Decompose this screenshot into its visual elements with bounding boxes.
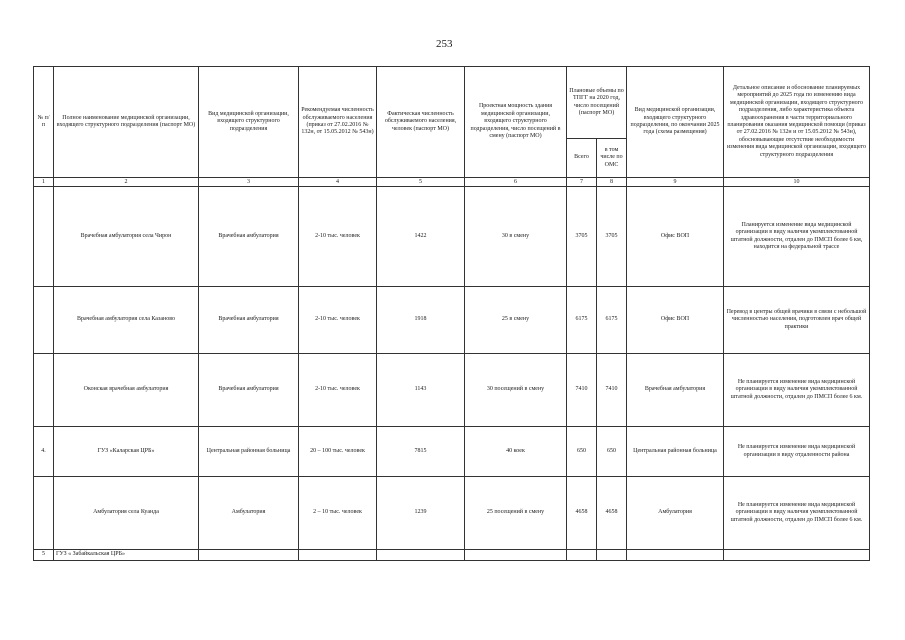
row-oms: 650 (597, 427, 627, 477)
row-type: Центральная районная больница (199, 427, 299, 477)
header-planned-volumes: Плановые объемы по ТПГГ на 2020 год, число посещений (паспорт МО) (567, 67, 627, 139)
row-type: Врачебная амбулатория (199, 287, 299, 354)
header-description: Детальное описание и обоснование планируемых мероприятий до 2025 года по изменению вида медицинской организации, входящего структурного подразделения, либо характеристика объекта здравоохранения в части территориального планирования оказания медицинской помощи (приказ от 27.02.2016 № 132н и от 15.05.2012 № 543н), обосновывающие отсутствие необходимости изменения вида медицинской организации, входящего структурного подразделения (724, 67, 870, 178)
row-name: Врачебная амбулатория села Чирон (54, 187, 199, 287)
row-recommended: 2-10 тыс. человек (299, 354, 377, 427)
row-name: Амбулатория села Куанда (54, 477, 199, 550)
row-recommended: 2 – 10 тыс. человек (299, 477, 377, 550)
column-number: 8 (597, 178, 627, 187)
row-oms: 7410 (597, 354, 627, 427)
row-capacity: 25 посещений в смену (465, 477, 567, 550)
row-num (34, 287, 54, 354)
row-name: ГУЗ « Забайкальская ЦРБ» (54, 550, 199, 561)
column-number: 1 (34, 178, 54, 187)
row-num (34, 477, 54, 550)
column-number: 3 (199, 178, 299, 187)
column-number: 10 (724, 178, 870, 187)
row-total: 7410 (567, 354, 597, 427)
row-recommended: 20 – 100 тыс. человек (299, 427, 377, 477)
column-number: 4 (299, 178, 377, 187)
row-recommended (299, 550, 377, 561)
row-type-2025: Амбулатория (627, 477, 724, 550)
row-description: Перевод в центры общей врачики в связи с небольшой численностью населения, подготовлен врач общей практики (724, 287, 870, 354)
row-actual: 1239 (377, 477, 465, 550)
row-actual: 1143 (377, 354, 465, 427)
row-type: Врачебная амбулатория (199, 354, 299, 427)
row-type: Амбулатория (199, 477, 299, 550)
row-description (724, 550, 870, 561)
row-recommended: 2-10 тыс. человек (299, 187, 377, 287)
row-name: Оконская врачебная амбулатория (54, 354, 199, 427)
row-type-2025: Центральная районная больница (627, 427, 724, 477)
table-row (34, 477, 870, 550)
row-actual (377, 550, 465, 561)
row-total: 4658 (567, 477, 597, 550)
row-oms: 3705 (597, 187, 627, 287)
row-capacity: 30 в смену (465, 187, 567, 287)
header-name: Полное наименование медицинской организации, входящего структурного подразделения (паспорт МО) (54, 67, 199, 178)
row-capacity (465, 550, 567, 561)
page-number: 253 (436, 38, 453, 50)
column-number: 2 (54, 178, 199, 187)
table-row (34, 287, 870, 354)
row-name: Врачебная амбулатория села Казаново (54, 287, 199, 354)
row-actual: 1918 (377, 287, 465, 354)
row-type-2025 (627, 550, 724, 561)
row-capacity: 40 коек (465, 427, 567, 477)
row-oms (597, 550, 627, 561)
header-oms: в том числе по ОМС (597, 139, 627, 178)
row-type-2025: Врачебная амбулатория (627, 354, 724, 427)
column-number: 5 (377, 178, 465, 187)
row-oms: 6175 (597, 287, 627, 354)
row-recommended: 2-10 тыс. человек (299, 287, 377, 354)
header-capacity: Проектная мощность здания медицинской организации, входящего структурного подразделения, число посещений в смену (паспорт МО) (465, 67, 567, 178)
row-actual: 1422 (377, 187, 465, 287)
row-oms: 4658 (597, 477, 627, 550)
row-type (199, 550, 299, 561)
table-row (34, 354, 870, 427)
row-description: Не планируется изменение вида медицинской организации в виду наличия укомплектованной штатной должности, отдален до ПМСП более 6 км. (724, 477, 870, 550)
row-num (34, 354, 54, 427)
row-capacity: 25 в смену (465, 287, 567, 354)
row-description: Не планируется изменение вида медицинской организации в виду отдаленности района (724, 427, 870, 477)
row-total: 6175 (567, 287, 597, 354)
row-total: 3705 (567, 187, 597, 287)
row-type-2025: Офис ВОП (627, 287, 724, 354)
row-type: Врачебная амбулатория (199, 187, 299, 287)
header-type-2025: Вид медицинской организации, входящего структурного подразделения, по окончании 2025 года (схема размещения) (627, 67, 724, 178)
header-num: № п/п (34, 67, 54, 178)
table-row (34, 187, 870, 287)
table-row (34, 427, 870, 477)
row-description: Не планируется изменение вида медицинской организации в виду наличия укомплектованной штатной должности, отдален до ПМСП более 6 км. (724, 354, 870, 427)
row-description: Планируется изменение вида медицинской организации в виду наличия укомплектованной штатной должности, отдален до ПМСП более 6 км, находится на федеральной трассе (724, 187, 870, 287)
row-num: 4. (34, 427, 54, 477)
row-num (34, 187, 54, 287)
column-numbers-row (34, 178, 870, 187)
header-type: Вид медицинской организации, входящего структурного подразделения (199, 67, 299, 178)
row-name: ГУЗ «Каларская ЦРБ» (54, 427, 199, 477)
column-number: 9 (627, 178, 724, 187)
header-recommended: Рекомендуемая численность обслуживаемого населения (приказ от 27.02.2016 № 132н, от 15.05.2012 № 543н) (299, 67, 377, 178)
row-capacity: 30 посещений в смену (465, 354, 567, 427)
row-actual: 7815 (377, 427, 465, 477)
table-row (34, 550, 870, 561)
column-number: 7 (567, 178, 597, 187)
row-total (567, 550, 597, 561)
row-total: 650 (567, 427, 597, 477)
header-total: Всего (567, 139, 597, 178)
header-actual: Фактическая численность обслуживаемого населения, человек (паспорт МО) (377, 67, 465, 178)
column-number: 6 (465, 178, 567, 187)
row-type-2025: Офис ВОП (627, 187, 724, 287)
medical-organizations-table (33, 66, 870, 561)
row-num: 5 (34, 550, 54, 561)
